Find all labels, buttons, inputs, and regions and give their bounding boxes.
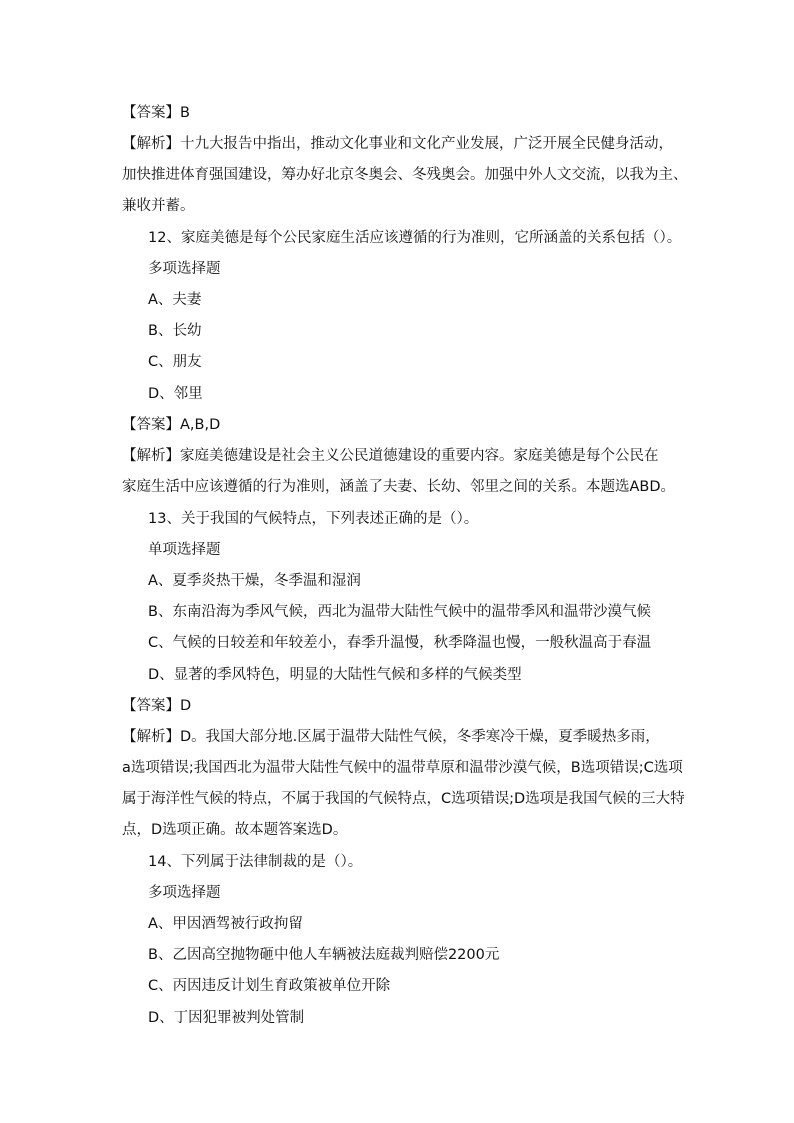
analysis-line: 加快推进体育强国建设，筹办好北京冬奥会、冬残奥会。加强中外人文交流，以我为主、 [122, 167, 688, 183]
analysis-line: 【解析】D。我国大部分地.区属于温带大陆性气候，冬季寒冷干燥，夏季暖热多雨， [122, 729, 660, 745]
option-c: C、丙因违反计划生育政策被单位开除 [148, 978, 391, 994]
analysis-line: a选项错误;我国西北为温带大陆性气候中的温带草原和温带沙漠气候，B选项错误;C选项 [122, 760, 683, 776]
question-type: 多项选择题 [148, 885, 221, 901]
option-d: D、邻里 [148, 386, 203, 402]
answer-label: 【答案】D [122, 698, 192, 714]
analysis-line: 属于海洋性气候的特点，不属于我国的气候特点，C选项错误;D选项是我国气候的三大特 [122, 791, 685, 807]
question-14: 14、下列属于法律制裁的是（）。 [148, 854, 363, 870]
option-b: B、乙因高空抛物砸中他人车辆被法庭裁判赔偿2200元 [148, 947, 500, 963]
answer-label: 【答案】A,B,D [122, 417, 221, 433]
analysis-line: 兼收并蓄。 [122, 198, 195, 214]
option-a: A、夫妻 [148, 292, 202, 308]
analysis-line: 【解析】十九大报告中指出，推动文化事业和文化产业发展，广泛开展全民健身活动， [122, 136, 673, 152]
question-12: 12、家庭美德是每个公民家庭生活应该遵循的行为准则，它所涵盖的关系包括（）。 [148, 230, 682, 246]
analysis-line: 【解析】家庭美德建设是社会主义公民道德建设的重要内容。家庭美德是每个公民在 [122, 448, 659, 464]
question-type: 单项选择题 [148, 542, 221, 558]
analysis-line: 点，D选项正确。故本题答案选D。 [122, 822, 348, 838]
option-b: B、东南沿海为季风气候，西北为温带大陆性气候中的温带季风和温带沙漠气候 [148, 604, 651, 620]
option-c: C、朋友 [148, 354, 202, 370]
analysis-line: 家庭生活中应该遵循的行为准则，涵盖了夫妻、长幼、邻里之间的关系。本题选ABD。 [122, 479, 676, 495]
option-a: A、夏季炎热干燥，冬季温和湿润 [148, 573, 361, 589]
option-b: B、长幼 [148, 323, 202, 339]
option-d: D、显著的季风特色，明显的大陆性气候和多样的气候类型 [148, 667, 522, 683]
option-a: A、甲因酒驾被行政拘留 [148, 916, 303, 932]
question-13: 13、关于我国的气候特点，下列表述正确的是（）。 [148, 511, 479, 527]
option-d: D、丁因犯罪被判处管制 [148, 1010, 305, 1026]
question-type: 多项选择题 [148, 261, 221, 277]
answer-label: 【答案】B [122, 105, 190, 121]
option-c: C、气候的日较差和年较差小，春季升温慢，秋季降温也慢，一般秋温高于春温 [148, 635, 652, 651]
